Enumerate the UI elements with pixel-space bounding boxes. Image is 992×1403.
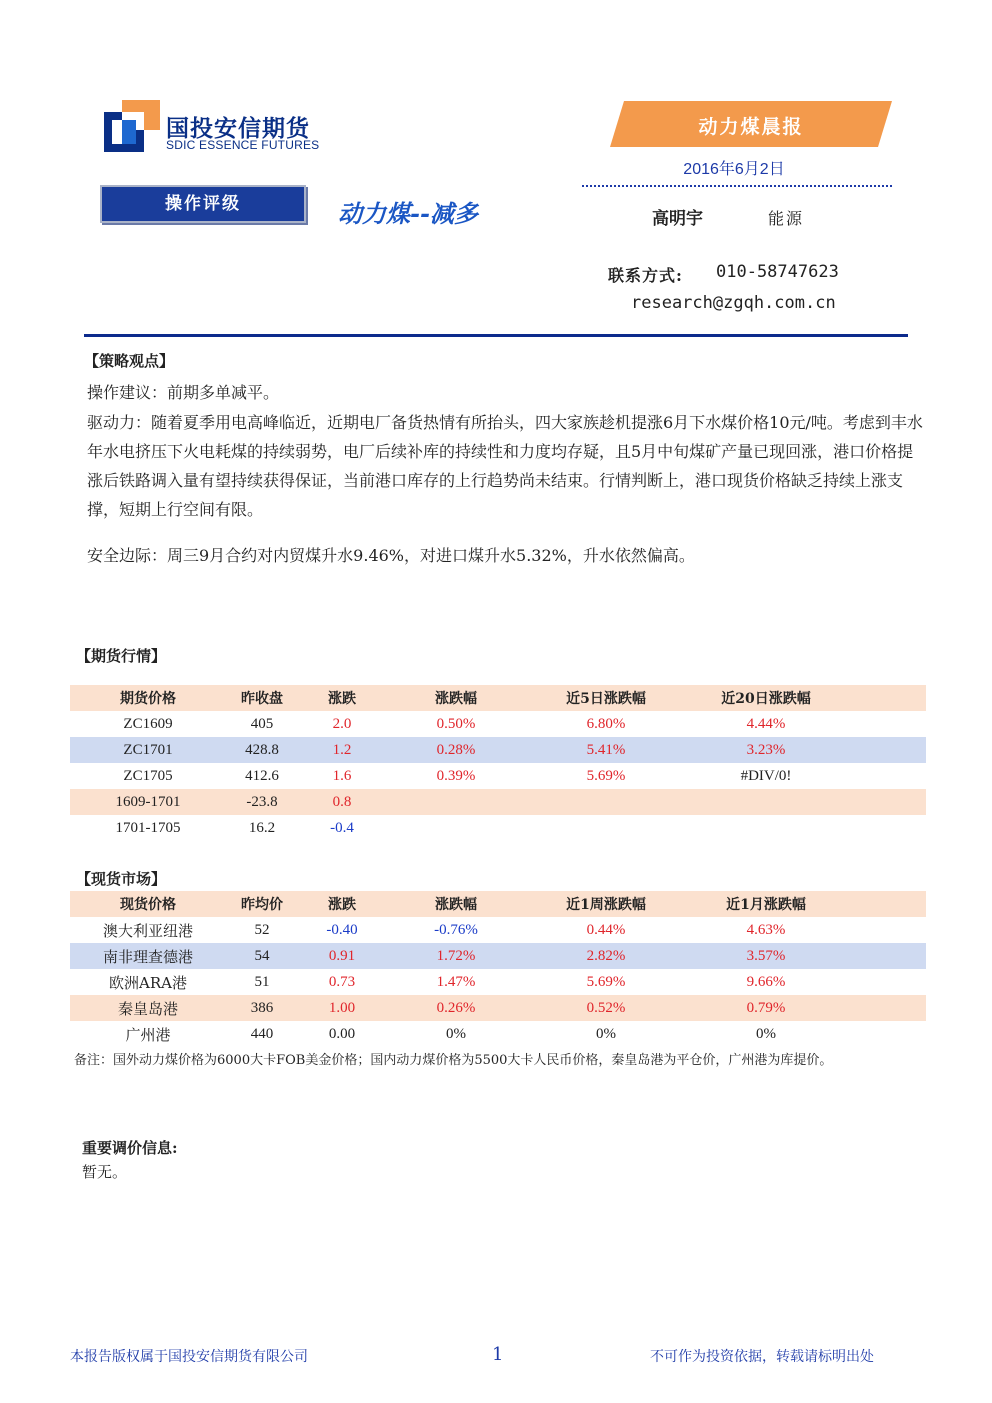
cell-change: 0.73 (328, 973, 356, 990)
headline: 动力煤--减多 (338, 199, 478, 228)
table-row (70, 943, 926, 969)
table-row (70, 711, 926, 737)
cell-contract: 1609-1701 (115, 793, 181, 810)
cell-change: 0.8 (332, 793, 352, 810)
rating-label: 操作评级 (165, 194, 241, 214)
table-row (70, 1021, 926, 1047)
col-header: 涨跌 (328, 897, 356, 913)
sector: 能源 (768, 209, 805, 228)
company-logo-icon (104, 100, 160, 152)
cell-change: 1.00 (328, 999, 356, 1016)
strategy-safety-margin: 安全边际：周三9月合约对内贸煤升水9.46%，对进口煤升水5.32%，升水依然偏高。 (87, 546, 695, 565)
table-header-row (70, 891, 926, 917)
table-row (70, 917, 926, 943)
cell-change: 0.91 (328, 947, 356, 964)
header-rule (84, 334, 908, 337)
col-header: 近5日涨跌幅 (566, 691, 646, 707)
cell-port: 澳大利亚纽港 (102, 921, 193, 940)
company-name-en: SDIC ESSENCE FUTURES (166, 138, 320, 152)
contact-email[interactable]: research@zgqh.com.cn (631, 293, 836, 313)
strategy-title: 【策略观点】 (84, 352, 175, 370)
table-row (70, 789, 926, 815)
price-adjust-title: 重要调价信息: (82, 1139, 178, 1157)
cell-5d-change: 5.69% (586, 767, 626, 784)
cell-change-pct: 1.72% (436, 947, 476, 964)
cell-prev-close: 405 (250, 715, 274, 732)
cell-port: 秦皇岛港 (117, 999, 178, 1018)
footer-disclaimer: 不可作为投资依据，转载请标明出处 (650, 1349, 874, 1365)
col-header: 期货价格 (120, 691, 176, 707)
cell-change-pct: 0% (446, 1025, 466, 1042)
cell-contract: ZC1705 (123, 767, 173, 784)
cell-20d-change: 3.23% (746, 741, 786, 758)
page-number: 1 (492, 1344, 504, 1365)
cell-5d-change: 5.41% (586, 741, 626, 758)
strategy-drivers: 驱动力：随着夏季用电高峰临近，近期电厂备货热情有所抬头，四大家族趁机提涨6月下水煤价格10元/吨。考虑到丰水年水电挤压下火电耗煤的持续弱势，电厂后续补库的持续性和力度均存疑，且5月中旬煤矿产量已现回涨，港口价格提涨后铁路调入量有望持续获得保证，当前港口库存的上行趋势尚未结束。行情判断上，港口现货价格缺乏持续上涨支撑，短期上行空间有限。 (87, 413, 923, 519)
cell-contract: ZC1701 (123, 741, 173, 758)
cell-change: -0.40 (326, 921, 358, 938)
col-header: 近1周涨跌幅 (566, 897, 646, 913)
cell-change: -0.4 (330, 819, 354, 836)
price-adjust-text: 暂无。 (82, 1163, 128, 1181)
cell-change: 0.00 (328, 1025, 356, 1042)
table-row (70, 737, 926, 763)
footer-copyright: 本报告版权属于国投安信期货有限公司 (70, 1349, 308, 1365)
table-row (70, 995, 926, 1021)
cell-1m-change: 9.66% (746, 973, 786, 990)
cell-1m-change: 0% (756, 1025, 776, 1042)
cell-prev-close: 412.6 (245, 767, 279, 784)
cell-avg-price: 386 (250, 999, 274, 1016)
dotted-divider (582, 185, 892, 187)
spot-note: 备注：国外动力煤价格为6000大卡FOB美金价格；国内动力煤价格为5500大卡人民币价格，秦皇岛港为平仓价，广州港为库提价。 (74, 1053, 833, 1068)
cell-1w-change: 5.69% (586, 973, 626, 990)
cell-prev-close: -23.8 (246, 793, 278, 810)
cell-change-pct: 1.47% (436, 973, 476, 990)
cell-change-pct: 0.26% (436, 999, 476, 1016)
cell-prev-close: 16.2 (248, 819, 276, 836)
cell-avg-price: 52 (254, 921, 270, 938)
futures-table (70, 685, 926, 841)
col-header: 现货价格 (120, 897, 176, 913)
futures-title: 【期货行情】 (76, 647, 167, 665)
cell-change-pct: 0.39% (436, 767, 476, 784)
company-name-cn: 国投安信期货 (166, 116, 310, 142)
rating-box (100, 185, 306, 223)
cell-port: 欧洲ARA港 (109, 973, 187, 992)
cell-prev-close: 428.8 (245, 741, 279, 758)
col-header: 近1月涨跌幅 (726, 897, 806, 913)
cell-change: 2.0 (332, 715, 352, 732)
cell-avg-price: 51 (254, 973, 270, 990)
cell-1w-change: 0.52% (586, 999, 626, 1016)
spot-table (70, 891, 926, 1047)
cell-20d-change: 4.44% (746, 715, 786, 732)
cell-port: 南非理查德港 (102, 947, 193, 966)
cell-avg-price: 440 (250, 1025, 274, 1042)
col-header: 近20日涨跌幅 (721, 691, 811, 707)
table-row (70, 763, 926, 789)
table-row (70, 815, 926, 841)
cell-1w-change: 0% (596, 1025, 616, 1042)
cell-5d-change: 6.80% (586, 715, 626, 732)
cell-port: 广州港 (125, 1025, 171, 1044)
cell-avg-price: 54 (254, 947, 270, 964)
cell-contract: 1701-1705 (115, 819, 181, 836)
cell-change: 1.6 (332, 767, 352, 784)
table-row (70, 969, 926, 995)
author: 高明宇 (652, 209, 703, 229)
cell-change-pct: -0.76% (434, 921, 478, 938)
col-header: 昨均价 (241, 897, 283, 913)
report-type-banner (610, 101, 892, 147)
col-header: 昨收盘 (241, 691, 283, 707)
col-header: 涨跌 (328, 691, 356, 707)
col-header: 涨跌幅 (435, 897, 477, 913)
cell-1w-change: 0.44% (586, 921, 626, 938)
contact-phone: 010-58747623 (716, 262, 839, 282)
col-header: 涨跌幅 (435, 691, 477, 707)
cell-1m-change: 3.57% (746, 947, 786, 964)
cell-1w-change: 2.82% (586, 947, 626, 964)
cell-contract: ZC1609 (123, 715, 173, 732)
cell-change-pct: 0.50% (436, 715, 476, 732)
table-header-row (70, 685, 926, 711)
spot-title: 【现货市场】 (76, 870, 167, 888)
cell-change-pct: 0.28% (436, 741, 476, 758)
report-date: 2016年6月2日 (683, 161, 785, 178)
cell-20d-change: #DIV/0! (740, 767, 792, 784)
cell-change: 1.2 (332, 741, 352, 758)
report-type: 动力煤晨报 (698, 116, 804, 138)
strategy-advice: 操作建议：前期多单减平。 (87, 383, 280, 402)
cell-1m-change: 0.79% (746, 999, 786, 1016)
cell-1m-change: 4.63% (746, 921, 786, 938)
contact-label: 联系方式: (608, 266, 683, 285)
